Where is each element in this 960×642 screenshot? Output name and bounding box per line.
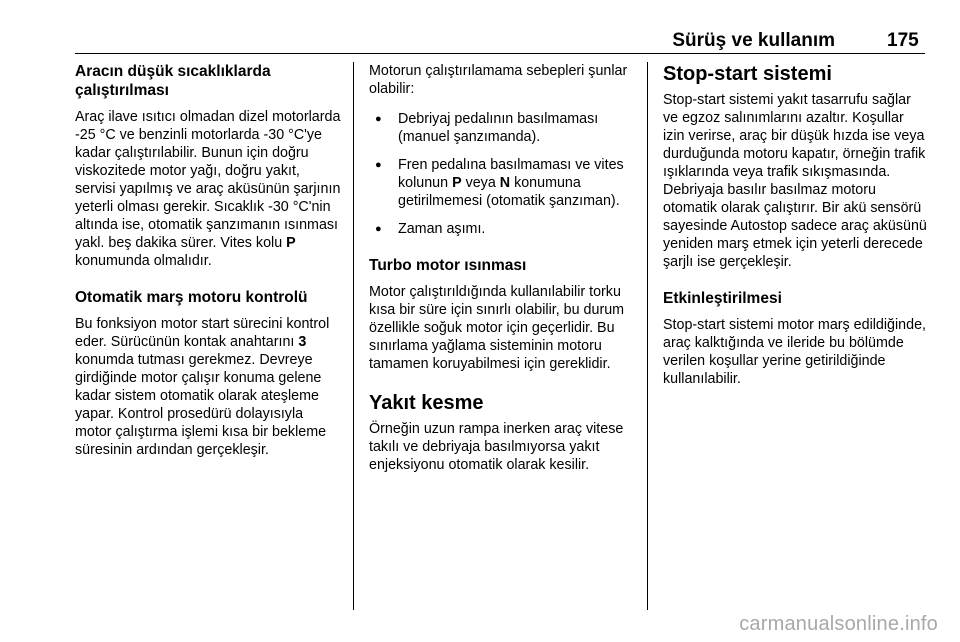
heading-cold-start: Aracın düşük sıcaklıklarda çalıştırılması [75,63,271,99]
paragraph-activation: Stop-start sistemi motor marş edildiğinde, araç kalktığında ve ileride bu bölümde verilen koşullar yerine getirildiğinde kullanılabilir. [663,317,926,387]
page-number: 175 [887,30,919,51]
column-2 [369,62,641,486]
page-header-title: Sürüş ve kullanım [672,30,835,51]
heading-fuel-cutoff: Yakıt kesme [369,392,484,414]
column-1 [75,62,343,471]
column-divider-2 [647,62,648,610]
heading-stop-start: Stop-start sistemi [663,63,832,85]
paragraph-turbo-warmup: Motor çalıştırıldığında kullanılabilir torku kısa bir süre için sınırlı olabilir, bu durum özellikle soğuk motor için geçerlidir. Bu sınırlama yağlama sisteminin motoru tamamen koruyabilmesi için gereklidir. [369,284,625,372]
column-3 [663,62,929,400]
paragraph-reasons-intro: Motorun çalıştırılamama sebepleri şunlar olabilir: [369,63,628,97]
header-rule [75,53,925,54]
list-item: ● Zaman aşımı. [369,220,641,238]
footer-watermark: carmanualsonline.info [739,613,938,635]
paragraph-auto-starter: Bu fonksiyon motor start sürecini kontrol eder. Sürücünün kontak anahtarını 3 konumda tutması gerekmez. Devreye girdiğinde motor çalışır konuma gelene kadar sistem otomatik olarak ateşleme yapar. Kontrol prosedürü dolayısıyla motor çalıştırma işlemi kısa bir bekleme süresinin ardından gerçekleşir. [75,316,330,458]
list-item: ● Debriyaj pedalının basılmaması (manuel şanzımanda). [369,110,641,146]
heading-auto-starter: Otomatik marş motoru kontrolü [75,289,308,306]
heading-activation: Etkinleştirilmesi [663,290,782,307]
heading-turbo-warmup: Turbo motor ısınması [369,257,527,274]
paragraph-stop-start: Stop-start sistemi yakıt tasarrufu sağlar ve egzoz salınımlarını azaltır. Koşullar izin verirse, araç bir düşük hızda ise veya durduğunda motoru kapatır, örneğin trafik ışıklarında veya trafik sıkışmasında. Debriyaja basılır basılmaz motoru otomatik olarak çalıştırır. Bir akü sensörü sayesinde Autostop sadece araç aküsünü yeniden marş etmek için yeterli derecede şarjlı ise gerçekleşir. [663,92,927,270]
list-item: ● Fren pedalına basılmaması ve vites kolunun P veya N konumuna getirilmemesi (otomatik şanzıman). [369,156,641,210]
column-divider-1 [353,62,354,610]
paragraph-fuel-cutoff: Örneğin uzun rampa inerken araç vitese takılı ve debriyaja basılmıyorsa yakıt enjeksiyonu otomatik olarak kesilir. [369,421,624,473]
reasons-list [369,110,641,238]
paragraph-cold-start: Araç ilave ısıtıcı olmadan dizel motorlarda -25 °C ve benzinli motorlarda -30 °C'ye kadar çalıştırılabilir. Bunun için doğru viskozitede motor yağı, doğru yakıt, servisi yapılmış ve araç aküsünün şarjının yeterli olması gerekir. Sıcaklık -30 °C'nin altında ise, otomatik şanzımanın ısınması yakl. beş dakika sürer. Vites kolu P konumunda olmalıdır. [75,109,341,269]
